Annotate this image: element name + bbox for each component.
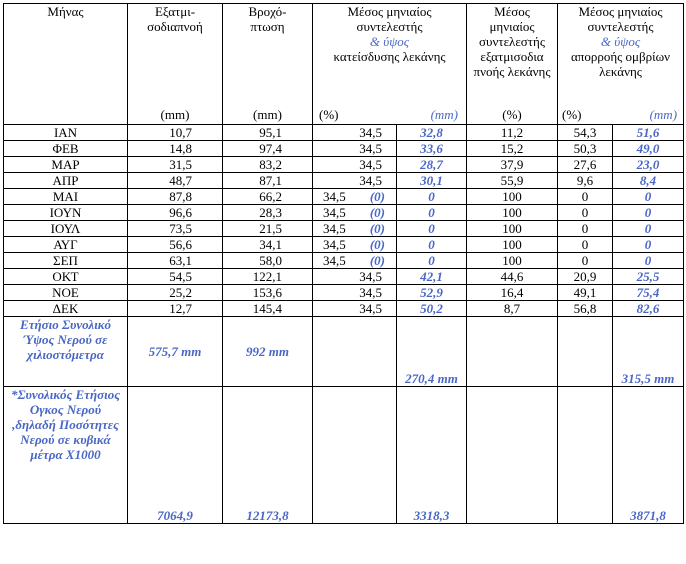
annual-infiltration: 270,4 mm	[397, 317, 467, 387]
runoff-mm-cell: 8,4	[613, 173, 684, 189]
month-cell: ΑΥΓ	[4, 237, 128, 253]
runoff-pct-cell: 20,9	[558, 269, 613, 285]
volume-rain: 12173,8	[223, 387, 313, 524]
infiltration-pct-value: 34,5	[359, 301, 382, 316]
infiltration-pct-cell	[313, 141, 397, 157]
infiltration-pct-value: 34,5	[323, 205, 346, 220]
annual-empty-1	[313, 317, 397, 387]
infiltration-pct-value: 34,5	[323, 189, 346, 204]
header-rainfall: Βροχό- πτωση (mm)	[223, 4, 313, 125]
evap-cell: 73,5	[128, 221, 223, 237]
infiltration-mm-cell: 28,7	[397, 157, 467, 173]
rain-cell: 28,3	[223, 205, 313, 221]
infiltration-pct-cell	[313, 189, 397, 205]
infiltration-pct-cell	[313, 285, 397, 301]
month-cell: ΙΟΥΝ	[4, 205, 128, 221]
header-infiltration: Μέσος μηνιαίος συντελεστής & ύψος κατείσδυσης λεκάνης (%) (mm)	[313, 4, 467, 125]
infiltration-pct-cell	[313, 205, 397, 221]
runoff-pct-cell: 27,6	[558, 157, 613, 173]
month-cell: ΔΕΚ	[4, 301, 128, 317]
header-runoff: Μέσος μηνιαίος συντελεστής & ύψος απορροής ομβρίων λεκάνης (%) (mm)	[558, 4, 684, 125]
table-row	[4, 173, 684, 189]
rain-cell: 97,4	[223, 141, 313, 157]
annual-evap: 575,7 mm	[128, 317, 223, 387]
table-row	[4, 189, 684, 205]
runoff-pct-cell: 9,6	[558, 173, 613, 189]
runoff-pct-cell: 0	[558, 189, 613, 205]
month-cell: ΜΑΡ	[4, 157, 128, 173]
annual-rain: 992 mm	[223, 317, 313, 387]
evap-cell: 48,7	[128, 173, 223, 189]
table-row	[4, 301, 684, 317]
infiltration-zero-mark: (0)	[369, 237, 385, 252]
evap-coef-cell: 37,9	[467, 157, 558, 173]
table-row	[4, 269, 684, 285]
rain-cell: 66,2	[223, 189, 313, 205]
infiltration-pct-cell	[313, 269, 397, 285]
evap-coef-cell: 100	[467, 189, 558, 205]
table-row	[4, 221, 684, 237]
table-row	[4, 285, 684, 301]
evap-cell: 56,6	[128, 237, 223, 253]
infiltration-zero-mark: (0)	[369, 189, 385, 204]
runoff-pct-cell: 54,3	[558, 125, 613, 141]
evap-cell: 54,5	[128, 269, 223, 285]
volume-empty-1	[313, 387, 397, 524]
month-cell: ΙΑΝ	[4, 125, 128, 141]
infiltration-mm-cell: 0	[397, 205, 467, 221]
table-row	[4, 141, 684, 157]
evap-coef-cell: 55,9	[467, 173, 558, 189]
volume-infiltration: 3318,3	[397, 387, 467, 524]
annual-volume-label: *Συνολικός Ετήσιος Ογκος Νερού ,δηλαδή Ποσότητες Νερού σε κυβικά μέτρα Χ1000	[4, 387, 128, 524]
infiltration-mm-cell: 50,2	[397, 301, 467, 317]
evap-cell: 12,7	[128, 301, 223, 317]
infiltration-mm-cell: 33,6	[397, 141, 467, 157]
annual-empty-3	[558, 317, 613, 387]
rain-cell: 87,1	[223, 173, 313, 189]
evap-cell: 63,1	[128, 253, 223, 269]
runoff-mm-cell: 0	[613, 221, 684, 237]
runoff-mm-cell: 0	[613, 253, 684, 269]
month-rows	[4, 125, 684, 317]
table-row	[4, 253, 684, 269]
rain-cell: 122,1	[223, 269, 313, 285]
runoff-mm-cell: 0	[613, 205, 684, 221]
infiltration-pct-value: 34,5	[359, 141, 382, 156]
runoff-pct-cell: 50,3	[558, 141, 613, 157]
month-cell: ΑΠΡ	[4, 173, 128, 189]
infiltration-mm-cell: 0	[397, 189, 467, 205]
infiltration-mm-cell: 0	[397, 221, 467, 237]
infiltration-mm-cell: 0	[397, 237, 467, 253]
annual-height-label: Ετήσιο Συνολικό Ύψος Νερού σε χιλιοστόμετρα	[4, 317, 128, 387]
header-month: Μήνας	[4, 4, 128, 125]
infiltration-zero-mark: (0)	[369, 205, 385, 220]
infiltration-pct-cell	[313, 301, 397, 317]
evap-cell: 14,8	[128, 141, 223, 157]
annual-volume-row	[4, 387, 684, 524]
infiltration-pct-value: 34,5	[359, 125, 382, 140]
infiltration-pct-cell	[313, 157, 397, 173]
runoff-mm-cell: 49,0	[613, 141, 684, 157]
volume-evap: 7064,9	[128, 387, 223, 524]
evap-cell: 87,8	[128, 189, 223, 205]
evap-coef-cell: 100	[467, 205, 558, 221]
rain-cell: 95,1	[223, 125, 313, 141]
evap-cell: 25,2	[128, 285, 223, 301]
month-cell: ΦΕΒ	[4, 141, 128, 157]
annual-height-row	[4, 317, 684, 387]
evap-coef-cell: 100	[467, 253, 558, 269]
infiltration-mm-cell: 52,9	[397, 285, 467, 301]
infiltration-mm-cell: 30,1	[397, 173, 467, 189]
infiltration-pct-cell	[313, 253, 397, 269]
rain-cell: 21,5	[223, 221, 313, 237]
infiltration-zero-mark: (0)	[369, 253, 385, 268]
runoff-pct-cell: 56,8	[558, 301, 613, 317]
month-cell: ΙΟΥΛ	[4, 221, 128, 237]
evap-coef-cell: 8,7	[467, 301, 558, 317]
runoff-pct-cell: 0	[558, 237, 613, 253]
evap-coef-cell: 16,4	[467, 285, 558, 301]
infiltration-pct-value: 34,5	[359, 173, 382, 188]
runoff-mm-cell: 82,6	[613, 301, 684, 317]
water-balance-table	[3, 3, 684, 524]
evap-coef-cell: 100	[467, 237, 558, 253]
header-evapotranspiration: Εξατμι- σοδιαπνοή (mm)	[128, 4, 223, 125]
infiltration-pct-value: 34,5	[323, 253, 346, 268]
annual-empty-2	[467, 317, 558, 387]
runoff-pct-cell: 0	[558, 253, 613, 269]
month-cell: ΜΑΙ	[4, 189, 128, 205]
month-cell: ΟΚΤ	[4, 269, 128, 285]
infiltration-pct-cell	[313, 237, 397, 253]
evap-coef-cell: 15,2	[467, 141, 558, 157]
infiltration-mm-cell: 32,8	[397, 125, 467, 141]
infiltration-mm-cell: 0	[397, 253, 467, 269]
rain-cell: 83,2	[223, 157, 313, 173]
infiltration-zero-mark: (0)	[369, 221, 385, 236]
infiltration-pct-value: 34,5	[323, 237, 346, 252]
infiltration-pct-cell	[313, 221, 397, 237]
table-row	[4, 205, 684, 221]
evap-coef-cell: 100	[467, 221, 558, 237]
infiltration-mm-cell: 42,1	[397, 269, 467, 285]
evap-cell: 31,5	[128, 157, 223, 173]
rain-cell: 145,4	[223, 301, 313, 317]
runoff-pct-cell: 49,1	[558, 285, 613, 301]
runoff-pct-cell: 0	[558, 205, 613, 221]
infiltration-pct-cell	[313, 125, 397, 141]
infiltration-pct-value: 34,5	[359, 157, 382, 172]
table-row	[4, 237, 684, 253]
rain-cell: 34,1	[223, 237, 313, 253]
volume-empty-2	[467, 387, 558, 524]
runoff-mm-cell: 0	[613, 189, 684, 205]
runoff-mm-cell: 0	[613, 237, 684, 253]
header-evap-coefficient: Μέσος μηνιαίος συντελεστής εξατμισοδια πνοής λεκάνης (%)	[467, 4, 558, 125]
table-row	[4, 125, 684, 141]
annual-runoff: 315,5 mm	[613, 317, 684, 387]
volume-runoff: 3871,8	[613, 387, 684, 524]
infiltration-pct-value: 34,5	[359, 285, 382, 300]
evap-cell: 96,6	[128, 205, 223, 221]
infiltration-pct-cell	[313, 173, 397, 189]
infiltration-pct-value: 34,5	[323, 221, 346, 236]
rain-cell: 153,6	[223, 285, 313, 301]
evap-coef-cell: 44,6	[467, 269, 558, 285]
month-cell: ΝΟΕ	[4, 285, 128, 301]
runoff-mm-cell: 23,0	[613, 157, 684, 173]
runoff-pct-cell: 0	[558, 221, 613, 237]
evap-coef-cell: 11,2	[467, 125, 558, 141]
month-cell: ΣΕΠ	[4, 253, 128, 269]
infiltration-pct-value: 34,5	[359, 269, 382, 284]
runoff-mm-cell: 75,4	[613, 285, 684, 301]
header-row	[4, 4, 684, 125]
table-row	[4, 157, 684, 173]
evap-cell: 10,7	[128, 125, 223, 141]
runoff-mm-cell: 25,5	[613, 269, 684, 285]
runoff-mm-cell: 51,6	[613, 125, 684, 141]
volume-empty-3	[558, 387, 613, 524]
rain-cell: 58,0	[223, 253, 313, 269]
